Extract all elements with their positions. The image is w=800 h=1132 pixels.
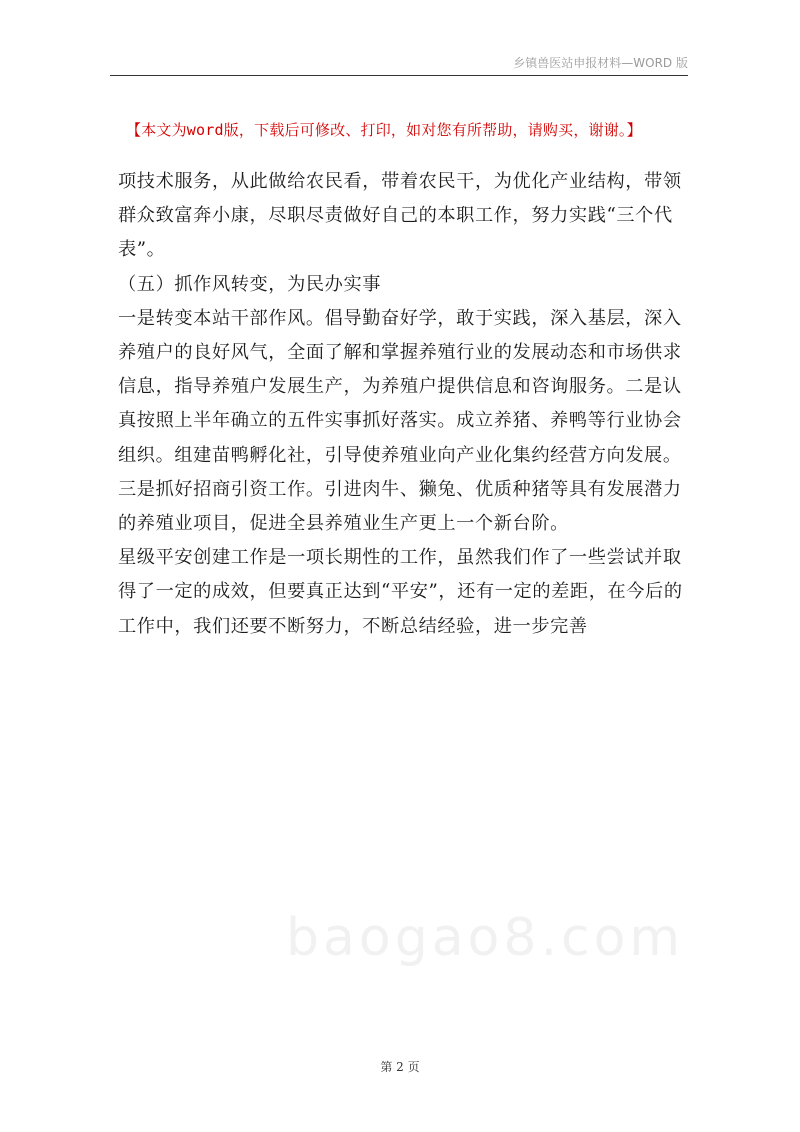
paragraph-2: 一是转变本站干部作风。倡导勤奋好学，敢于实践，深入基层，深入养殖户的良好风气，全面了解和掌握养殖行业的发展动态和市场供求信息，指导养殖户发展生产，为养殖户提供信息和咨询服务。二是认真按照上半年确立的五件实事抓好落实。成立养猪、养鸭等行业协会组织。组建苗鸭孵化社，引导使养殖业向产业化集约经营方向发展。三是抓好招商引资工作。引进肉牛、獭兔、优质种猪等具有发展潜力的养殖业项目，促进全县养殖业生产更上一个新台阶。 bbox=[118, 307, 682, 535]
document-body bbox=[118, 165, 684, 644]
section-heading: （五）抓作风转变，为民办实事 bbox=[118, 273, 382, 295]
download-notice: 【本文为word版，下载后可修改、打印，如对您有所帮助，请购买，谢谢。】 bbox=[126, 121, 642, 139]
header-divider bbox=[110, 75, 688, 76]
page-number: 第 2 页 bbox=[380, 1060, 420, 1074]
paragraph-1: 项技术服务，从此做给农民看，带着农民干，为优化产业结构，带领群众致富奔小康，尽职尽责做好自己的本职工作，努力实践“三个代表”。 bbox=[118, 171, 682, 261]
paragraph-3: 星级平安创建工作是一项长期性的工作，虽然我们作了一些尝试并取得了一定的成效，但要真正达到“平安”，还有一定的差距，在今后的工作中，我们还要不断努力，不断总结经验，进一步完善 bbox=[118, 547, 683, 637]
watermark: baogao8.com bbox=[286, 908, 685, 968]
page-header-title: 乡镇兽医站申报材料—WORD 版 bbox=[513, 56, 688, 70]
